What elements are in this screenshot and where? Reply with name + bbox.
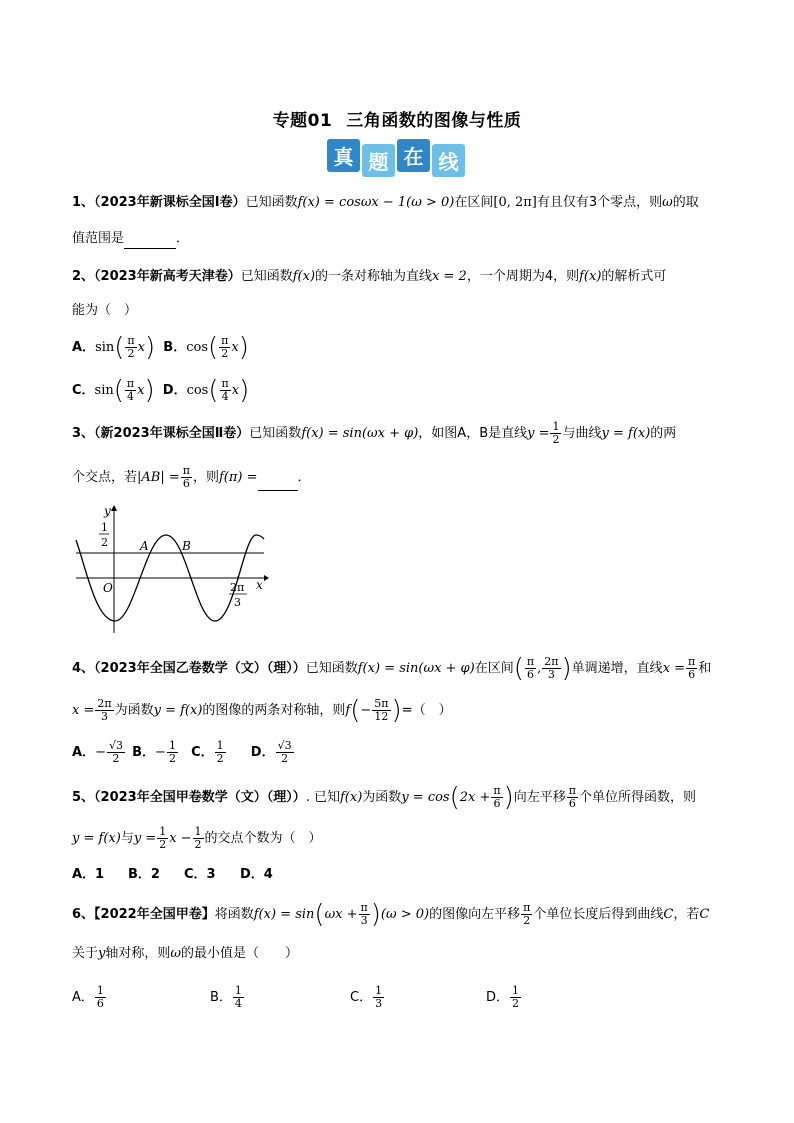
text: 的两 bbox=[650, 426, 677, 441]
denominator: 2 bbox=[221, 347, 229, 360]
math: − bbox=[155, 745, 166, 760]
question-source: （2023年全国甲卷数学（文）（理）） bbox=[94, 790, 306, 805]
numerator: 1 bbox=[194, 825, 202, 838]
q4-options bbox=[72, 738, 295, 768]
fraction bbox=[125, 378, 136, 403]
question-number: 4、 bbox=[72, 661, 95, 676]
text: 在区间 bbox=[454, 195, 494, 210]
fraction bbox=[95, 985, 106, 1010]
math: f(x) = sin(ωx + φ) bbox=[301, 426, 419, 441]
math: x bbox=[137, 383, 145, 398]
option-label: D． bbox=[486, 990, 510, 1005]
math: x bbox=[231, 383, 240, 398]
denominator: 12 bbox=[374, 710, 389, 723]
text: 的图像向左平移 bbox=[429, 907, 521, 922]
option-label: A． bbox=[72, 745, 96, 760]
math: cos bbox=[186, 340, 208, 355]
answer-blank bbox=[258, 476, 298, 491]
q1-line-2 bbox=[72, 229, 189, 249]
denominator: 4 bbox=[221, 390, 229, 403]
fraction bbox=[215, 740, 226, 765]
text: 个交点，若 bbox=[72, 470, 138, 485]
text: ． bbox=[297, 470, 311, 485]
half-denominator: 2 bbox=[101, 536, 108, 549]
title-number: 专题01 bbox=[272, 111, 333, 131]
paren: ( bbox=[208, 375, 219, 406]
answer-blank bbox=[124, 234, 176, 249]
q5-line-1 bbox=[72, 783, 696, 813]
text: 向左平移 bbox=[513, 790, 566, 805]
numerator: 1 bbox=[168, 739, 176, 752]
text: . 已知 bbox=[305, 790, 340, 805]
math: sin bbox=[94, 383, 114, 398]
math: x bbox=[231, 340, 239, 355]
banner-char: 题 bbox=[362, 144, 395, 177]
numerator: π bbox=[523, 901, 531, 914]
section-banner bbox=[327, 139, 465, 177]
q6-options bbox=[72, 985, 522, 1011]
y-axis-arrow bbox=[111, 505, 117, 511]
math: 2x + bbox=[459, 790, 491, 805]
denominator: 3 bbox=[547, 668, 555, 681]
text: 为函数 bbox=[114, 703, 154, 718]
denominator: 6 bbox=[688, 668, 696, 681]
math: sin bbox=[95, 340, 115, 355]
half-numerator: 1 bbox=[101, 521, 108, 534]
text: =（ ） bbox=[401, 703, 452, 718]
numerator: π bbox=[493, 784, 501, 797]
math: y = bbox=[133, 831, 157, 846]
paren: ( bbox=[513, 653, 524, 684]
text: 已知函数 bbox=[245, 195, 298, 210]
math: y = cos bbox=[401, 790, 450, 805]
math: x = bbox=[662, 661, 686, 676]
paren: ) bbox=[239, 375, 250, 406]
fraction bbox=[125, 335, 136, 360]
paren: ) bbox=[145, 332, 156, 363]
question-source: （2023年全国乙卷数学（文）（理）） bbox=[94, 661, 306, 676]
option-b: B．2 bbox=[128, 867, 160, 882]
fraction bbox=[372, 698, 390, 723]
numerator: π bbox=[688, 655, 696, 668]
numerator: √3 bbox=[108, 739, 123, 752]
q4-line-1 bbox=[72, 654, 711, 684]
fraction bbox=[567, 785, 578, 810]
q3-line-2 bbox=[72, 465, 311, 491]
option-a bbox=[72, 985, 210, 1011]
math: ω bbox=[662, 195, 673, 210]
text: ． bbox=[176, 231, 190, 246]
math: x − bbox=[169, 831, 192, 846]
q2-options-row-2 bbox=[72, 377, 249, 405]
option-label: D． bbox=[162, 383, 187, 398]
question-number: 3、 bbox=[72, 426, 95, 441]
paren: ) bbox=[561, 653, 572, 684]
text: 个单位长度后得到曲线 bbox=[533, 907, 664, 922]
denominator: 2 bbox=[168, 752, 176, 765]
denominator: 2 bbox=[159, 838, 167, 851]
fraction bbox=[157, 826, 168, 851]
denominator: 2 bbox=[194, 838, 202, 851]
q1-line-1 bbox=[72, 193, 699, 213]
q5-line-2 bbox=[72, 824, 322, 854]
math: f(x) = sin bbox=[253, 907, 315, 922]
option-d bbox=[251, 738, 295, 768]
numerator: 1 bbox=[375, 984, 383, 997]
math: ωx + bbox=[324, 907, 358, 922]
q5-options bbox=[72, 865, 296, 885]
tick-denominator: 3 bbox=[234, 596, 241, 609]
text: 轴对称，则 bbox=[105, 946, 171, 961]
fraction bbox=[525, 656, 536, 681]
title-text: 三角函数的图像与性质 bbox=[346, 111, 522, 131]
math: y = bbox=[527, 426, 550, 441]
text: 已知函数 bbox=[249, 426, 302, 441]
q2-line-2 bbox=[72, 301, 137, 321]
paren: ( bbox=[113, 375, 124, 406]
math: , bbox=[537, 661, 542, 676]
denominator: 2 bbox=[281, 752, 289, 765]
math: y bbox=[98, 946, 106, 961]
math: x = 2 bbox=[432, 269, 467, 284]
option-label: B． bbox=[163, 340, 187, 355]
numerator: π bbox=[127, 334, 135, 347]
option-label: C． bbox=[350, 990, 373, 1005]
text: 的图像的两条对称轴，则 bbox=[202, 703, 346, 718]
point-a-label: A bbox=[140, 539, 149, 553]
math: f(x) = sin(ωx + φ) bbox=[357, 661, 475, 676]
paren: ( bbox=[114, 332, 125, 363]
option-label: A． bbox=[72, 990, 94, 1005]
paren: ) bbox=[370, 899, 381, 930]
math: ω bbox=[170, 946, 181, 961]
numerator: 1 bbox=[159, 825, 167, 838]
numerator: π bbox=[568, 784, 577, 797]
math: − bbox=[360, 703, 372, 718]
text: 与曲线 bbox=[562, 426, 602, 441]
denominator: 4 bbox=[127, 390, 135, 403]
tick-numerator: 2π bbox=[230, 581, 245, 594]
option-c bbox=[350, 985, 486, 1011]
option-label: A． bbox=[72, 340, 96, 355]
banner-char: 在 bbox=[397, 139, 430, 172]
fraction bbox=[510, 985, 521, 1010]
text: 的交点个数为（ ） bbox=[204, 831, 322, 846]
question-source: 【2022年全国甲卷】 bbox=[94, 907, 215, 922]
question-number: 5、 bbox=[72, 790, 95, 805]
math: f(x) bbox=[579, 269, 602, 284]
text: 在区间 bbox=[474, 661, 514, 676]
text: 和 bbox=[698, 661, 712, 676]
fraction bbox=[550, 421, 561, 446]
math: C bbox=[663, 907, 674, 922]
denominator: 6 bbox=[96, 997, 104, 1010]
math: − bbox=[95, 745, 106, 760]
denominator: 2 bbox=[552, 433, 560, 446]
text: ，则 bbox=[192, 470, 219, 485]
text: 已知函数 bbox=[240, 269, 293, 284]
question-number: 6、 bbox=[72, 907, 95, 922]
option-d: D．4 bbox=[240, 867, 273, 882]
fraction bbox=[167, 740, 178, 765]
fraction bbox=[359, 902, 370, 927]
denominator: 3 bbox=[360, 914, 368, 927]
denominator: 3 bbox=[100, 710, 108, 723]
question-number: 2、 bbox=[72, 269, 95, 284]
numerator: 1 bbox=[234, 984, 242, 997]
math: C bbox=[699, 907, 710, 922]
option-c bbox=[191, 738, 227, 768]
option-b bbox=[132, 738, 179, 768]
numerator: π bbox=[526, 655, 535, 668]
denominator: 6 bbox=[493, 797, 501, 810]
question-source: （新2023年课标全国Ⅱ卷） bbox=[94, 426, 250, 441]
text: 与 bbox=[120, 831, 134, 846]
paren: ( bbox=[208, 332, 219, 363]
question-source: （2023年新高考天津卷） bbox=[94, 269, 241, 284]
paren: ( bbox=[449, 782, 460, 813]
x-axis-label: x bbox=[256, 578, 263, 592]
fraction bbox=[542, 656, 560, 681]
denominator: 2 bbox=[127, 347, 135, 360]
text: 有且仅有3个零点，则 bbox=[536, 195, 663, 210]
option-label: C． bbox=[191, 745, 214, 760]
page-title bbox=[0, 106, 794, 131]
option-label: C． bbox=[72, 383, 95, 398]
math: f(π) = bbox=[219, 470, 258, 485]
numerator: √3 bbox=[277, 739, 292, 752]
fraction bbox=[686, 656, 697, 681]
text: 将函数 bbox=[214, 907, 254, 922]
text: 的一条对称轴为直线 bbox=[315, 269, 433, 284]
denominator: 6 bbox=[182, 477, 190, 490]
fraction bbox=[219, 335, 230, 360]
question-number: 1、 bbox=[72, 195, 95, 210]
option-label: B． bbox=[132, 745, 156, 760]
math: [0, 2π] bbox=[493, 195, 537, 210]
numerator: 2π bbox=[97, 697, 112, 710]
option-c: C．3 bbox=[184, 867, 216, 882]
math: cos bbox=[186, 383, 209, 398]
math: y = f(x) bbox=[601, 426, 651, 441]
numerator: π bbox=[126, 377, 135, 390]
denominator: 2 bbox=[523, 914, 531, 927]
q2-options-row-1 bbox=[72, 334, 249, 362]
math: |AB| = bbox=[137, 470, 180, 485]
text: 的取 bbox=[672, 195, 699, 210]
q2-line-1 bbox=[72, 267, 666, 287]
fraction bbox=[95, 698, 113, 723]
option-b bbox=[163, 334, 249, 362]
paren: ) bbox=[391, 695, 402, 726]
math: f(x) bbox=[292, 269, 316, 284]
fraction bbox=[233, 985, 244, 1010]
numerator: 1 bbox=[512, 984, 520, 997]
q4-line-2 bbox=[72, 696, 452, 726]
numerator: π bbox=[221, 377, 229, 390]
paren: ( bbox=[350, 695, 361, 726]
option-d bbox=[486, 985, 522, 1011]
text: ，一个周期为4，则 bbox=[466, 269, 580, 284]
q3-line-1 bbox=[72, 421, 676, 447]
point-b-label: B bbox=[182, 539, 191, 553]
text: 关于 bbox=[72, 946, 99, 961]
fraction bbox=[521, 902, 532, 927]
origin-label: O bbox=[103, 581, 113, 595]
math: f bbox=[345, 703, 351, 718]
fraction bbox=[181, 465, 192, 490]
text: 的解析式可 bbox=[601, 269, 667, 284]
math: f(x) bbox=[340, 790, 363, 805]
math: y = f(x) bbox=[72, 831, 121, 846]
text: 能为（ ） bbox=[72, 303, 138, 318]
denominator: 3 bbox=[375, 997, 383, 1010]
y-axis-label: y bbox=[104, 504, 111, 518]
text: 已知函数 bbox=[305, 661, 358, 676]
math: (ω > 0) bbox=[380, 907, 430, 922]
text: 单调递增，直线 bbox=[571, 661, 663, 676]
numerator: π bbox=[182, 464, 190, 477]
numerator: 5π bbox=[374, 697, 389, 710]
question-source: （2023年新课标全国Ⅰ卷） bbox=[94, 195, 246, 210]
math: x bbox=[137, 340, 145, 355]
text: 为函数 bbox=[362, 790, 402, 805]
option-a bbox=[72, 334, 155, 362]
numerator: 2π bbox=[544, 655, 559, 668]
text: ，如图A，B是直线 bbox=[418, 426, 528, 441]
banner-char: 线 bbox=[432, 144, 465, 177]
text: 个单位所得函数，则 bbox=[579, 790, 697, 805]
paren: ) bbox=[144, 375, 155, 406]
text: ，若 bbox=[673, 907, 700, 922]
paren: ) bbox=[503, 782, 514, 813]
option-c bbox=[72, 377, 155, 405]
option-b bbox=[210, 985, 350, 1011]
denominator: 2 bbox=[112, 752, 120, 765]
fraction bbox=[220, 378, 231, 403]
option-label: B． bbox=[210, 990, 232, 1005]
paren: ) bbox=[238, 332, 249, 363]
math: y = f(x) bbox=[153, 703, 203, 718]
numerator: π bbox=[221, 334, 229, 347]
denominator: 4 bbox=[234, 997, 242, 1010]
option-a: A．1 bbox=[72, 867, 105, 882]
numerator: π bbox=[360, 901, 368, 914]
fraction bbox=[107, 740, 125, 765]
numerator: 1 bbox=[96, 984, 104, 997]
fraction bbox=[276, 740, 294, 765]
x-axis-arrow bbox=[264, 575, 269, 581]
math: f(x) = cosωx − 1(ω > 0) bbox=[297, 195, 455, 210]
denominator: 2 bbox=[512, 997, 520, 1010]
text: 的最小值是（ ） bbox=[181, 946, 299, 961]
denominator: 6 bbox=[568, 797, 576, 810]
q6-line-2 bbox=[72, 944, 298, 964]
banner-char: 真 bbox=[327, 139, 360, 172]
option-label: D． bbox=[250, 745, 275, 760]
q6-line-1 bbox=[72, 900, 709, 930]
fraction bbox=[373, 985, 384, 1010]
fraction bbox=[491, 785, 502, 810]
option-a bbox=[72, 738, 126, 768]
numerator: 1 bbox=[552, 420, 560, 433]
paren: ( bbox=[314, 899, 325, 930]
fraction bbox=[193, 826, 204, 851]
math: x = bbox=[72, 703, 95, 718]
option-d bbox=[163, 377, 249, 405]
sine-graph bbox=[70, 503, 270, 638]
denominator: 6 bbox=[527, 668, 535, 681]
text: 值范围是 bbox=[72, 231, 125, 246]
denominator: 2 bbox=[216, 752, 224, 765]
numerator: 1 bbox=[216, 739, 224, 752]
